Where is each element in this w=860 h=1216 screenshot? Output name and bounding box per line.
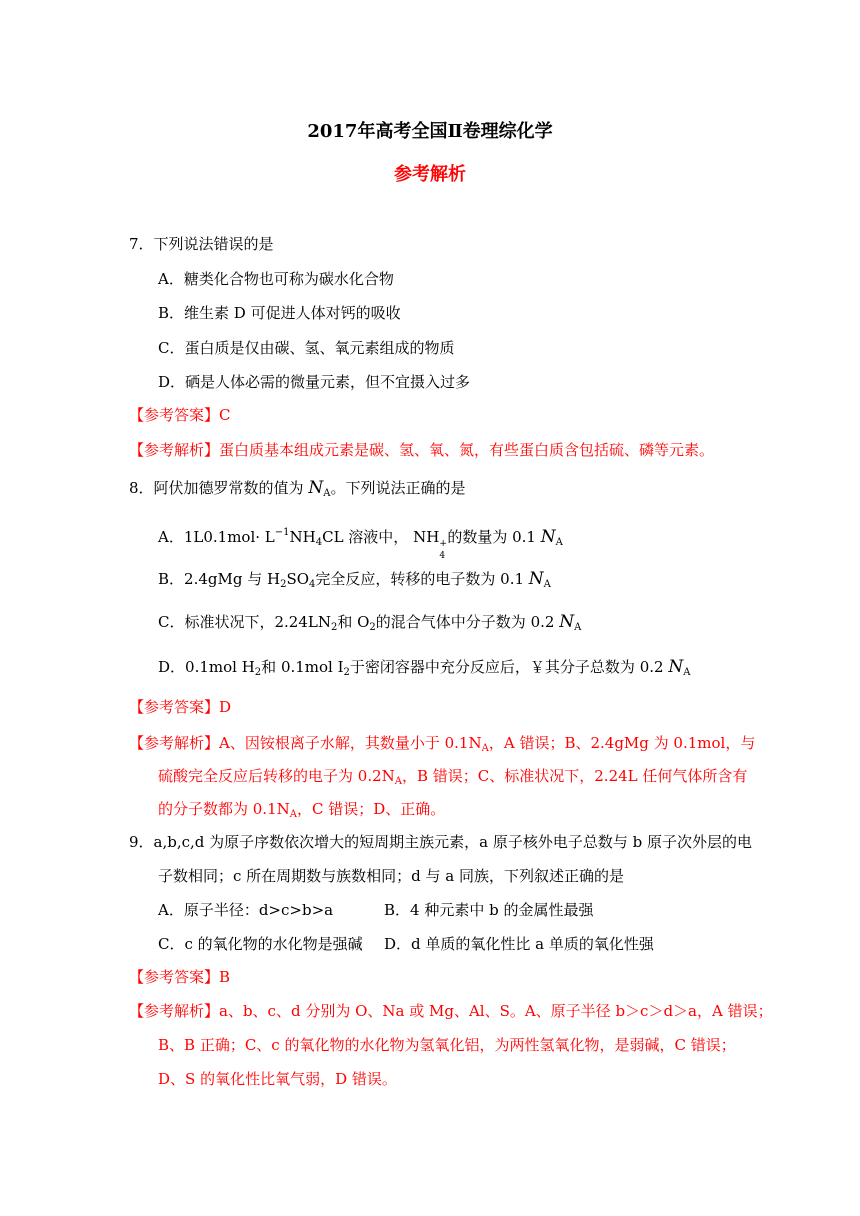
q7-analysis: 【参考解析】蛋白质基本组成元素是碳、氢、氧、氮，有些蛋白质含包括硫、磷等元素。	[129, 441, 715, 459]
avogadro-symbol: N	[668, 657, 684, 677]
q9-option-c: C．c 的氧化物的水化物是强碱	[158, 935, 363, 953]
ammonium-ion	[413, 527, 447, 561]
q8-b-text2: SO	[286, 570, 310, 588]
q8-b-sub4: 4	[309, 579, 316, 590]
q7-option-a: A．糖类化合物也可称为碳水化合物	[158, 270, 394, 288]
q8-a-text4: 的数量为 0.1	[447, 528, 536, 546]
q8-d-sub2b: 2	[343, 667, 350, 678]
avogadro-symbol: N	[559, 612, 575, 632]
q8-analysis-sub1: A	[481, 743, 489, 754]
q8-d-text1: D．0.1mol H	[158, 658, 255, 676]
ammonium-charge: +	[439, 539, 447, 549]
page-title: 2017年高考全国Ⅱ卷理综化学	[307, 121, 553, 142]
q8-option-c	[158, 612, 581, 632]
q8-c-text3: 的混合气体中分子数为 0.2	[375, 613, 555, 631]
q8-a-text3: CL 溶液中，	[322, 528, 409, 546]
q8-a-sub4: 4	[315, 537, 323, 548]
avogadro-symbol: N	[540, 527, 556, 547]
q8-stem-text: 8．阿伏加德罗常数的值为	[129, 479, 304, 497]
avogadro-sub: A	[543, 579, 551, 590]
q8-d-text2: 和 0.1mol I	[261, 658, 344, 676]
q8-analysis-line2	[158, 766, 747, 786]
q9-stem-line1: 9．a,b,c,d 为原子序数依次增大的短周期主族元素，a 原子核外电子总数与 b 原子次外层的电	[129, 833, 753, 851]
q8-b-text1: B．2.4gMg 与 H	[158, 570, 281, 588]
q8-a-text2: NH	[289, 528, 316, 546]
q9-answer: 【参考答案】B	[129, 968, 231, 986]
q9-option-d: D．d 单质的氧化性比 a 单质的氧化性强	[384, 935, 654, 953]
ammonium-sub: 4	[439, 551, 446, 561]
q8-analysis-text3: 硫酸完全反应后转移的电子为 0.2N	[158, 767, 395, 785]
q8-analysis-text4: ，B 错误；C、标准状况下，2.24L 任何气体所含有	[401, 767, 748, 785]
q9-stem-line2: 子数相同；c 所在周期数与族数相同；d 与 a 同族，下列叙述正确的是	[158, 867, 625, 885]
q7-option-c: C．蛋白质是仅由碳、氢、氧元素组成的物质	[158, 339, 455, 357]
q8-c-sub2b: 2	[369, 622, 376, 633]
q8-b-text3: 完全反应，转移的电子数为 0.1	[315, 570, 525, 588]
q8-c-text1: C．标准状况下，2.24LN	[158, 613, 331, 631]
avogadro-sub: A	[683, 667, 691, 678]
q8-analysis-text1: A、因铵根离子水解，其数量小于 0.1N	[219, 734, 482, 752]
q9-analysis-line1: 【参考解析】a、b、c、d 分别为 O、Na 或 Mg、Al、S。A、原子半径 b＞c＞d＞a，A 错误；	[129, 1002, 773, 1020]
q8-analysis-text5: 的分子数都为 0.1N	[158, 800, 290, 818]
q8-analysis-line3	[158, 799, 445, 819]
q8-analysis-text2: ，A 错误；B、2.4gMg 为 0.1mol，与	[488, 734, 756, 752]
avogadro-sub: A	[323, 488, 331, 499]
q8-b-sub2: 2	[280, 579, 287, 590]
q8-option-d	[158, 657, 690, 677]
q9-option-b: B．4 种元素中 b 的金属性最强	[384, 901, 594, 919]
q7-option-b: B．维生素 D 可促进人体对钙的吸收	[158, 304, 401, 322]
avogadro-sub: A	[574, 622, 582, 633]
q8-analysis-text6: ，C 错误；D、正确。	[296, 800, 446, 818]
q8-analysis-sub2: A	[394, 776, 402, 787]
q8-d-sub2: 2	[254, 667, 262, 678]
q8-c-sub2: 2	[330, 622, 338, 633]
q7-answer: 【参考答案】C	[129, 406, 231, 424]
avogadro-sub: A	[555, 537, 563, 548]
q8-a-sup: −1	[274, 527, 290, 538]
q8-d-text3: 于密闭容器中充分反应后，￥其分子总数为 0.2	[349, 658, 664, 676]
q8-analysis-line1	[129, 733, 755, 753]
q8-option-b	[158, 569, 551, 589]
q9-analysis-line3: D、S 的氧化性比氧气弱，D 错误。	[158, 1070, 397, 1088]
q9-option-a: A．原子半径：d>c>b>a	[158, 901, 334, 919]
q8-answer: 【参考答案】D	[129, 698, 232, 716]
q7-option-d: D．硒是人体必需的微量元素，但不宜摄入过多	[158, 373, 471, 391]
q8-a-text1: A．1L0.1mol· L	[158, 528, 275, 546]
page-subtitle: 参考解析	[394, 164, 466, 185]
q8-stem-tail: 。下列说法正确的是	[330, 479, 466, 497]
q8-option-a	[158, 527, 563, 561]
q8-c-text2: 和 O	[337, 613, 370, 631]
q9-analysis-line2: B、B 正确；C、c 的氧化物的水化物为氢氧化铝，为两性氢氧化物，是弱碱，C 错误；	[158, 1036, 736, 1054]
avogadro-symbol: N	[308, 478, 324, 498]
q8-analysis-label: 【参考解析】	[129, 734, 220, 752]
ammonium-nh: NH	[413, 528, 440, 546]
avogadro-symbol: N	[528, 569, 544, 589]
q8-analysis-sub3: A	[289, 809, 297, 820]
q7-stem: 7．下列说法错误的是	[129, 235, 274, 253]
q8-stem	[129, 478, 465, 498]
